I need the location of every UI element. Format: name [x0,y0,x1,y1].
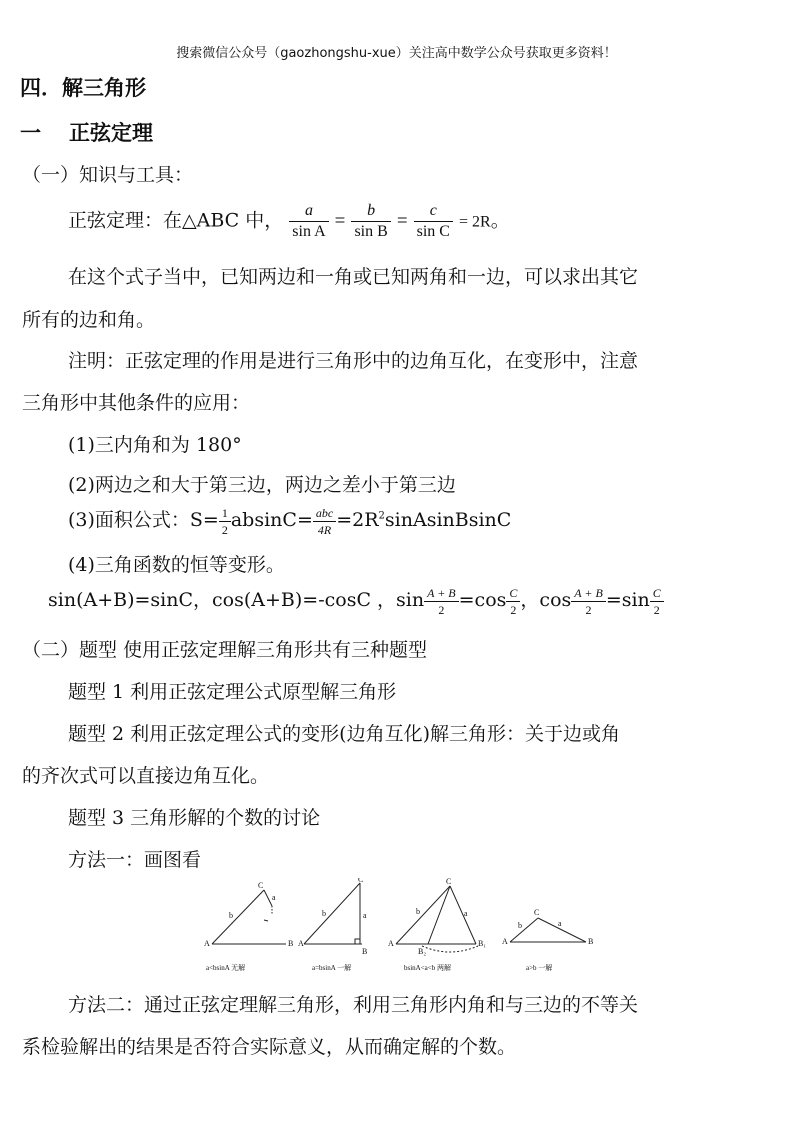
label-C: C [358,878,364,884]
subsection-title [20,117,153,147]
label-b: b [322,909,326,918]
label-C: C [258,881,264,890]
fraction-c-over-sinC [414,203,453,240]
label-C: C [446,878,452,886]
identities-part4: =sin [605,589,650,611]
item3-pre: (3)面积公式：S= [68,509,219,531]
tick-mark [264,920,268,921]
type-2-line2: 的齐次式可以直接边角互化。 [22,765,270,787]
part1-heading: （一）知识与工具： [22,164,194,186]
item3-mid: absinC= [230,509,313,531]
triangle-cases-figure [200,878,600,978]
item3-tail: sinAsinBsinC [384,509,512,531]
label-B1: B₁ [478,939,487,948]
caption-case-4: a>b 一解 [526,964,553,972]
law-end: 。 [490,209,510,232]
para1-line1: 在这个式子当中，已知两边和一角或已知两角和一边，可以求出其它 [68,266,639,288]
header-banner: 搜索微信公众号（gaozhongshu-xue）关注高中数学公众号获取更多资料！ [176,46,617,61]
frac-den: 2 [653,602,660,617]
label-b: b [518,921,522,930]
caption-case-2: a=bsinA 一解 [312,964,352,972]
para2-line2: 三角形中其他条件的应用： [22,392,251,414]
arc-dashed [422,946,478,952]
label-b: b [416,907,420,916]
frac-num: A + B [424,587,459,602]
label-A: A [502,937,508,946]
law-of-sines [68,203,510,240]
right-angle-mark [355,939,360,944]
item3-post: =2R [336,509,379,531]
superscript-2: 2 [378,510,385,522]
label-B: B [362,947,368,956]
side-b-line [304,883,360,944]
frac-den: 4R [317,522,332,537]
identities-part1: sin(A+B)=sinC，cos(A+B)=-cosC ，sin [48,589,425,611]
side-b-line [510,918,538,942]
fraction-half-C [506,587,520,616]
equals-sign: = [396,210,408,232]
frac-num: C [506,587,520,602]
method-2-line2: 系检验解出的结果是否符合实际意义，从而确定解的个数。 [22,1036,517,1058]
frac-den: 2 [510,602,517,617]
fraction-half-A-plus-B [424,587,459,616]
subsection-number: 一 [20,121,41,145]
fraction-half-A-plus-B [571,587,606,616]
frac-den: sin A [292,223,326,240]
law-prefix: 正弦定理：在△ABC 中， [68,209,284,232]
identities-part3: ，cos [520,589,572,611]
identities-part2: =cos [458,589,507,611]
type-2-line1: 题型 2 利用正弦定理公式的变形(边角互化)解三角形：关于边或角 [68,723,620,745]
frac-num: C [650,587,664,602]
side-a-line-2 [428,886,450,944]
item-3-area-formula [68,505,511,536]
type-3: 题型 3 三角形解的个数的讨论 [68,807,321,829]
law-rhs: = 2R [458,213,491,231]
side-b-line [212,890,264,944]
para1-line2: 所有的边和角。 [22,309,156,331]
label-a: a [558,919,562,928]
item-2: (2)两边之和大于第三边，两边之差小于第三边 [68,474,456,496]
fraction-half-C [650,587,664,616]
label-C: C [534,908,540,917]
frac-den: 2 [585,602,592,617]
method-1: 方法一：画图看 [68,849,202,871]
subsection-label: 正弦定理 [69,121,153,145]
label-a: a [464,909,468,918]
side-a-line-1 [450,886,476,944]
type-1: 题型 1 利用正弦定理公式原型解三角形 [68,681,397,703]
label-A: A [204,939,210,948]
frac-num: a [289,203,328,222]
label-B2: B₂ [418,947,427,956]
side-b-line [396,886,450,944]
case-one-solution-right [304,883,362,944]
frac-num: 1 [219,507,231,522]
fraction-one-half [219,507,231,536]
frac-den: 2 [221,522,228,537]
para2-line1: 注明：正弦定理的作用是进行三角形中的边角互化，在变形中，注意 [68,350,639,372]
frac-num: b [351,203,390,222]
label-a: a [272,893,276,902]
frac-den: sin B [354,223,388,240]
part2-heading: （二）题型 使用正弦定理解三角形共有三种题型 [22,639,428,661]
item-1: (1)三内角和为 180° [68,434,242,456]
frac-den: sin C [416,223,450,240]
frac-num: c [414,203,453,222]
section-title: 四．解三角形 [20,76,146,100]
equals-sign: = [334,210,346,232]
fraction-a-over-sinA [289,203,328,240]
identities-line [48,585,664,616]
item-4: (4)三角函数的恒等变形。 [68,554,285,576]
label-a: a [363,911,367,920]
frac-num: A + B [571,587,606,602]
caption-case-1: a<bsinA 无解 [206,964,246,972]
label-b: b [229,911,233,920]
frac-num: abc [313,507,336,522]
case-two-solutions [396,886,478,952]
label-B: B [588,937,594,946]
side-a-line [538,918,586,942]
fraction-b-over-sinB [351,203,390,240]
frac-den: 2 [438,602,445,617]
caption-case-3: bsinA<a<b 两解 [404,964,451,972]
label-B: B [288,939,294,948]
side-a-line [264,890,272,906]
fraction-abc-over-4R [313,507,336,536]
label-A: A [388,939,394,948]
label-A: A [298,939,304,948]
method-2-line1: 方法二：通过正弦定理解三角形，利用三角形内角和与三边的不等关 [68,994,639,1016]
